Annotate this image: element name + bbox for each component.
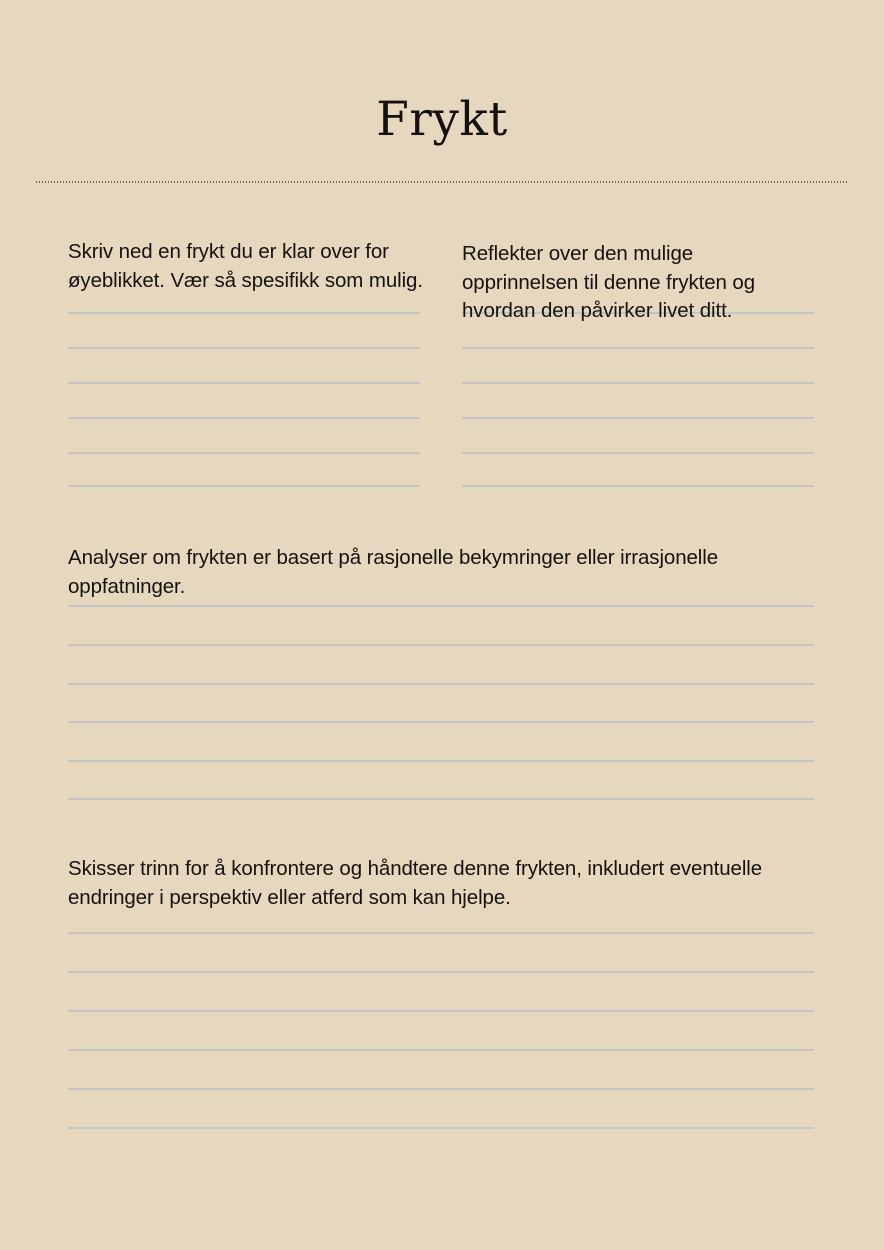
writing-line[interactable] <box>462 347 814 349</box>
writing-line[interactable] <box>68 683 814 685</box>
writing-line[interactable] <box>462 485 814 487</box>
writing-line[interactable] <box>68 417 420 419</box>
writing-line[interactable] <box>68 971 814 973</box>
writing-line[interactable] <box>68 382 420 384</box>
prompt-text-section-1: Skriv ned en frykt du er klar over for øyeblikket. Vær så spesifikk som mulig. <box>68 240 423 292</box>
page-title: Frykt <box>376 92 508 147</box>
writing-line[interactable] <box>68 932 814 934</box>
header-divider <box>36 181 847 183</box>
writing-line[interactable] <box>68 721 814 723</box>
writing-line[interactable] <box>68 312 420 314</box>
writing-line[interactable] <box>68 644 814 646</box>
writing-line[interactable] <box>68 452 420 454</box>
writing-line[interactable] <box>68 1127 814 1129</box>
writing-line[interactable] <box>68 798 814 800</box>
writing-line[interactable] <box>68 347 420 349</box>
writing-line[interactable] <box>68 1049 814 1051</box>
writing-line[interactable] <box>68 760 814 762</box>
prompt-text-section-4: Skisser trinn for å konfrontere og håndtere denne frykten, inkludert eventuelle endringer i perspektiv eller atferd som kan hjelpe. <box>68 857 763 909</box>
prompt-text-section-3: Analyser om frykten er basert på rasjonelle bekymringer eller irrasjonelle oppfatninger. <box>68 546 719 598</box>
writing-line[interactable] <box>68 1010 814 1012</box>
writing-line[interactable] <box>462 417 814 419</box>
writing-line[interactable] <box>462 452 814 454</box>
writing-line[interactable] <box>68 1088 814 1090</box>
writing-line[interactable] <box>462 382 814 384</box>
writing-line[interactable] <box>68 485 420 487</box>
prompt-text-section-2: Reflekter over den mulige opprinnelsen til denne frykten og hvordan den påvirker livet ditt. <box>462 242 756 322</box>
writing-line[interactable] <box>68 605 814 607</box>
